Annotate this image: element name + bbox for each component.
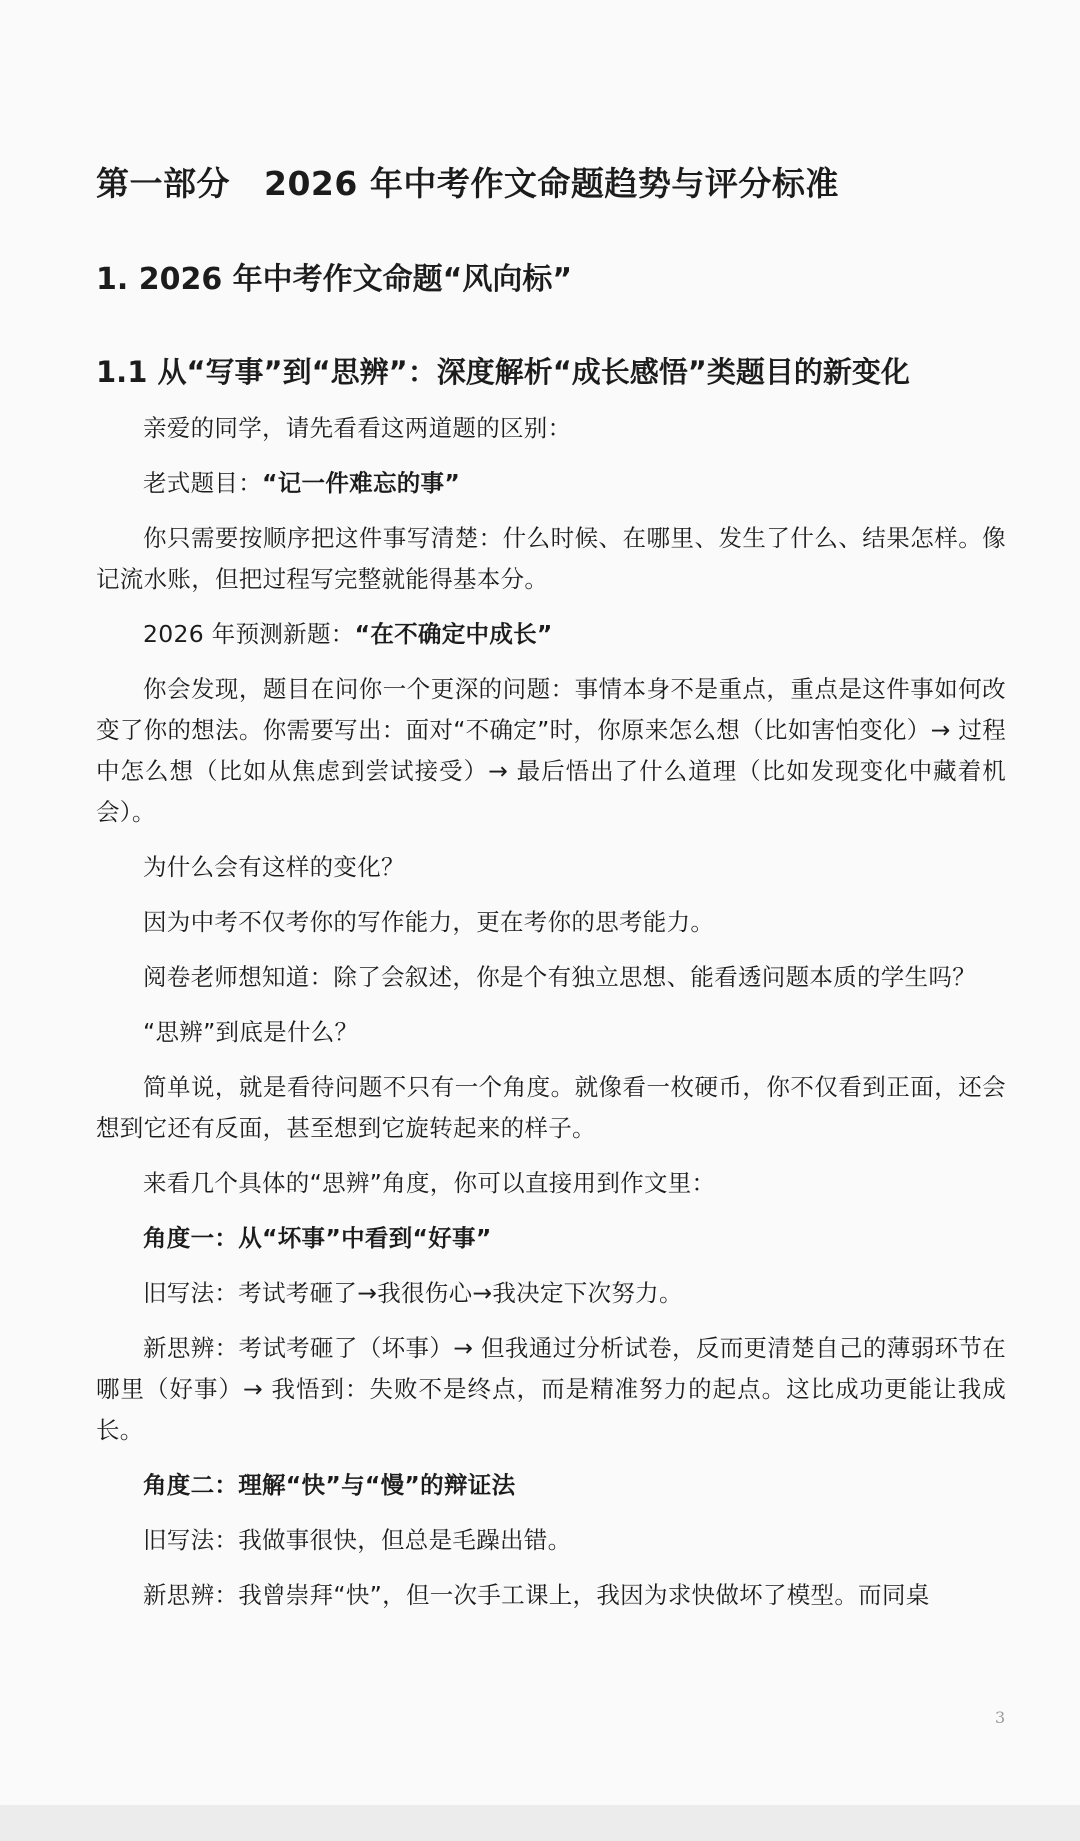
paragraph-text: 新思辨：考试考砸了（坏事）→ 但我通过分析试卷，反而更清楚自己的薄弱环节在哪里（好事）→ 我悟到：失败不是终点，而是精准努力的起点。这比成功更能让我成长。 — [96, 1334, 1006, 1444]
paragraph — [96, 957, 1006, 998]
subsection-title: 1.1 从“写事”到“思辨”：深度解析“成长感悟”类题目的新变化 — [96, 355, 910, 389]
paragraph-text: 因为中考不仅考你的写作能力，更在考你的思考能力。 — [143, 908, 715, 936]
paragraph-text: “思辨”到底是什么？ — [143, 1018, 359, 1046]
paragraph-text: 2026 年预测新题： — [143, 620, 355, 648]
paragraph-text: 简单说，就是看待问题不只有一个角度。就像看一枚硬币，你不仅看到正面，还会想到它还有反面，甚至想到它旋转起来的样子。 — [96, 1073, 1006, 1142]
paragraph-emphasis: 角度一：从“坏事”中看到“好事” — [143, 1224, 492, 1252]
paragraph-text: 你只需要按顺序把这件事写清楚：什么时候、在哪里、发生了什么、结果怎样。像记流水账，但把过程写完整就能得基本分。 — [96, 524, 1006, 593]
paragraph — [96, 1067, 1006, 1149]
paragraph — [96, 1328, 1006, 1451]
paragraph — [96, 518, 1006, 600]
body-paragraphs — [96, 408, 1006, 1616]
part-title — [96, 160, 1006, 208]
part-label: 第一部分 — [96, 164, 230, 203]
paragraph — [96, 1163, 1006, 1204]
paragraph-text: 旧写法：我做事很快，但总是毛躁出错。 — [143, 1526, 572, 1554]
paragraph — [96, 847, 1006, 888]
paragraph-emphasis: “记一件难忘的事” — [262, 469, 461, 497]
paragraph — [96, 669, 1006, 833]
paragraph-text: 为什么会有这样的变化？ — [143, 853, 405, 881]
bottom-margin — [0, 1805, 1080, 1841]
paragraph-text: 新思辨：我曾崇拜“快”，但一次手工课上，我因为求快做坏了模型。而同桌 — [143, 1581, 930, 1609]
paragraph-text: 来看几个具体的“思辨”角度，你可以直接用到作文里： — [143, 1169, 716, 1197]
paragraph-text: 老式题目： — [143, 469, 262, 497]
page-number: 3 — [995, 1708, 1006, 1727]
paragraph — [96, 1520, 1006, 1561]
paragraph — [96, 1273, 1006, 1314]
paragraph — [96, 1465, 1006, 1506]
paragraph — [96, 614, 1006, 655]
paragraph — [96, 463, 1006, 504]
paragraph-emphasis: “在不确定中成长” — [354, 620, 553, 648]
part-heading-text: 2026 年中考作文命题趋势与评分标准 — [264, 164, 839, 203]
paragraph — [96, 902, 1006, 943]
paragraph — [96, 1012, 1006, 1053]
section-title: 1. 2026 年中考作文命题“风向标” — [96, 262, 573, 297]
paragraph — [96, 408, 1006, 449]
page-content — [96, 160, 1006, 1630]
paragraph-text: 阅卷老师想知道：除了会叙述，你是个有独立思想、能看透问题本质的学生吗？ — [143, 963, 976, 991]
paragraph-text: 你会发现，题目在问你一个更深的问题：事情本身不是重点，重点是这件事如何改变了你的想法。你需要写出：面对“不确定”时，你原来怎么想（比如害怕变化）→ 过程中怎么想（比如从焦虑到尝试接受）→ 最后悟出了什么道理（比如发现变化中藏着机会）。 — [96, 675, 1006, 826]
paragraph-emphasis: 角度二：理解“快”与“慢”的辩证法 — [143, 1471, 516, 1499]
paragraph — [96, 1575, 1006, 1616]
paragraph-text: 旧写法：考试考砸了→我很伤心→我决定下次努力。 — [143, 1279, 683, 1307]
paragraph-text: 亲爱的同学，请先看看这两道题的区别： — [143, 414, 572, 442]
paragraph — [96, 1218, 1006, 1259]
